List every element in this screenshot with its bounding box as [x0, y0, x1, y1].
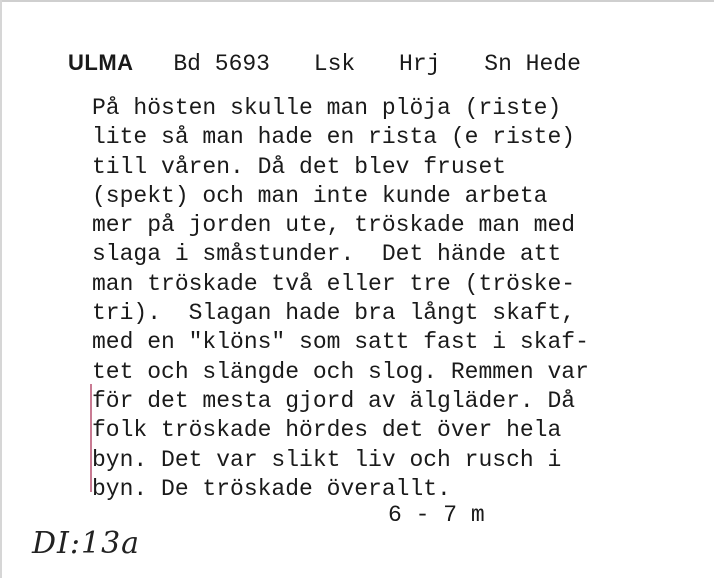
margin-mark — [90, 384, 92, 492]
text-line: slaga i småstunder. Det hände att — [92, 241, 562, 268]
text-line: byn. Det var slikt liv och rusch i — [92, 446, 562, 473]
card-body-text — [92, 94, 692, 504]
text-line: folk tröskade hördes det över hela — [92, 417, 562, 444]
archive-stamp: ULMA — [68, 50, 134, 75]
card-top-edge — [0, 0, 714, 2]
handwritten-reference: DI:13a — [32, 526, 141, 561]
card-header — [68, 46, 611, 80]
text-line: för det mesta gjord av älgläder. Då — [92, 387, 576, 414]
text-line: mer på jorden ute, tröskade man med — [92, 212, 576, 239]
text-line: På hösten skulle man plöja (riste) — [92, 95, 562, 121]
date-note: 6 - 7 m — [388, 502, 485, 528]
text-line: byn. De tröskade överallt. — [92, 475, 451, 502]
province-field: Lsk — [313, 51, 356, 77]
text-line: tri). Slagan hade bra långt skaft, — [92, 300, 576, 327]
text-line: man tröskade två eller tre (tröske- — [92, 270, 576, 297]
card-left-edge — [0, 0, 2, 578]
text-line: (spekt) och man inte kunde arbeta — [92, 182, 548, 209]
district-field: Hrj — [399, 51, 441, 77]
text-line: lite så man hade en rista (e riste) — [92, 124, 576, 151]
text-line: tet och slängde och slog. Remmen var — [92, 358, 589, 385]
text-line: till våren. Då det blev fruset — [92, 153, 507, 180]
text-line: med en "klöns" som satt fast i skaf- — [92, 329, 589, 356]
volume-number: Bd 5693 — [173, 51, 270, 77]
parish-field: Sn Hede — [484, 51, 581, 77]
